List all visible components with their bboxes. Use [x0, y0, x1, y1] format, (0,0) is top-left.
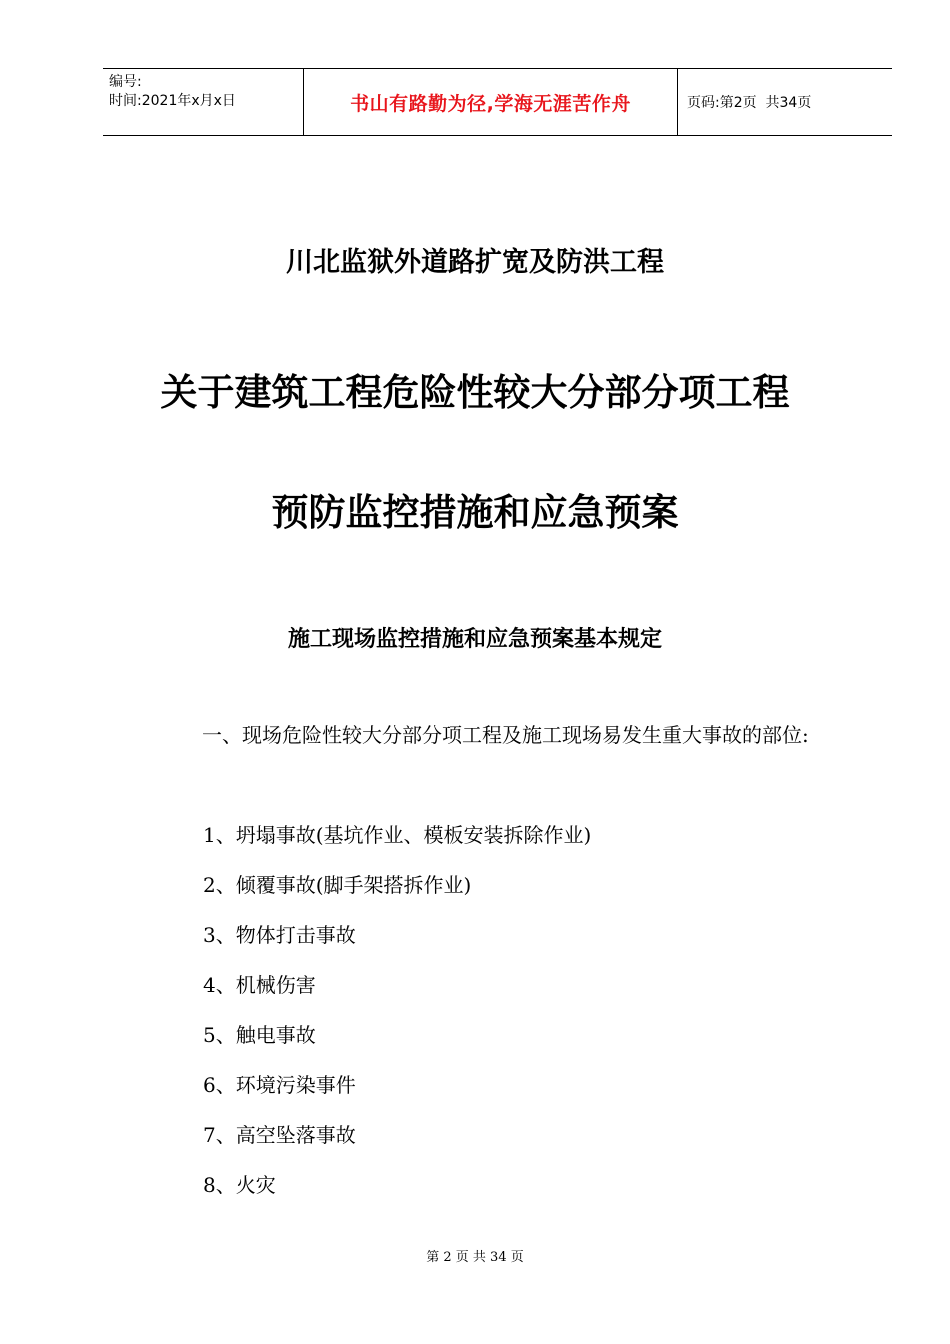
list-item: 8、火灾	[203, 1173, 276, 1197]
list-item: 1、坍塌事故(基坑作业、模板安装拆除作业)	[203, 823, 592, 847]
list-item: 7、高空坠落事故	[203, 1123, 356, 1147]
header-page-label: 页码:第2页 共34页	[687, 95, 812, 111]
list-item: 6、环境污染事件	[203, 1073, 356, 1097]
list-item: 5、触电事故	[203, 1023, 316, 1047]
main-title-line-2: 预防监控措施和应急预案	[271, 490, 679, 534]
list-item: 3、物体打击事故	[203, 923, 356, 947]
project-title: 川北监狱外道路扩宽及防洪工程	[286, 247, 664, 278]
page-footer: 第 2 页 共 34 页	[426, 1250, 524, 1265]
document-number-label: 编号:	[109, 74, 142, 90]
hazard-list	[203, 810, 591, 1210]
header-page-info	[687, 69, 811, 135]
list-item: 2、倾覆事故(脚手架搭拆作业)	[203, 873, 472, 897]
main-title-line-1: 关于建筑工程危险性较大分部分项工程	[160, 370, 790, 414]
header-meta	[109, 73, 236, 111]
header-motto: 书山有路勤为径,学海无涯苦作舟	[350, 92, 631, 115]
section-title: 施工现场监控措施和应急预案基本规定	[287, 626, 662, 652]
intro-paragraph: 一、现场危险性较大分部分项工程及施工现场易发生重大事故的部位:	[202, 723, 809, 747]
page-header	[103, 68, 892, 136]
list-item: 4、机械伤害	[203, 973, 316, 997]
header-divider	[677, 69, 678, 135]
document-time-label: 时间:2021年x月x日	[109, 93, 236, 109]
